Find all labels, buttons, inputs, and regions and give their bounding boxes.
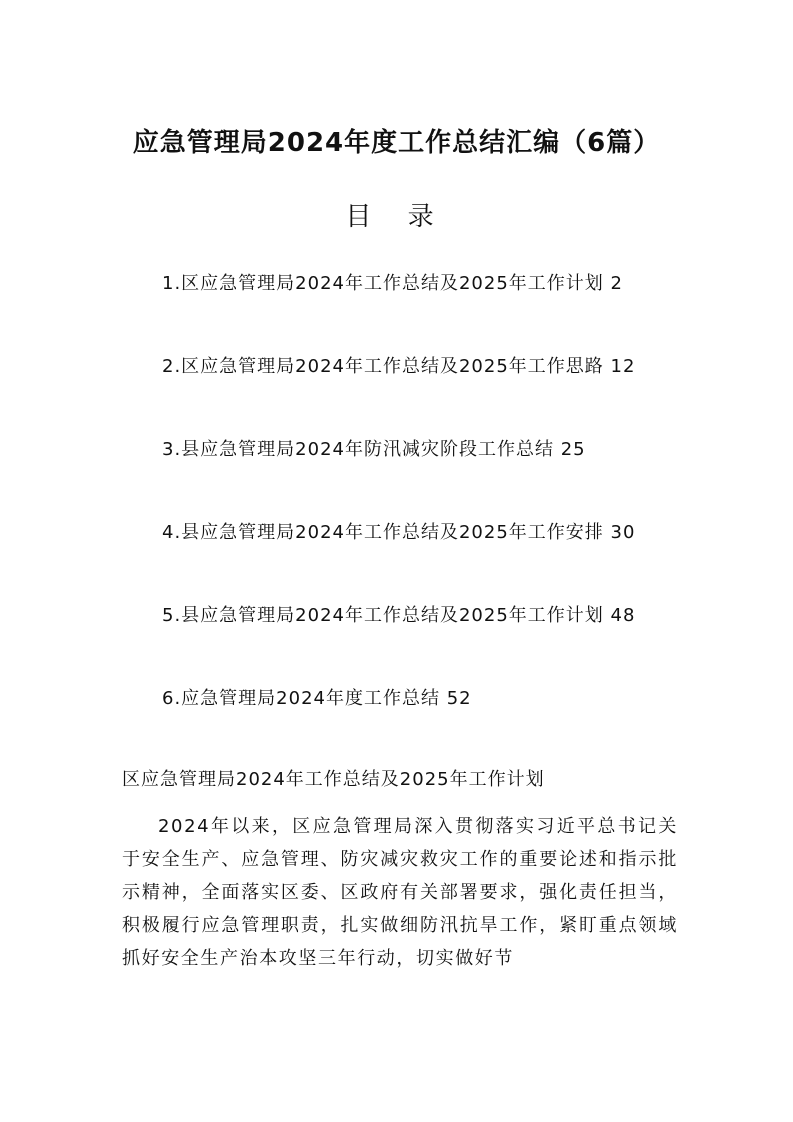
toc-item[interactable]: 2.区应急管理局2024年工作总结及2025年工作思路 12 <box>162 356 636 377</box>
toc-item[interactable]: 1.区应急管理局2024年工作总结及2025年工作计划 2 <box>162 273 623 294</box>
document-title: 应急管理局2024年度工作总结汇编（6篇） <box>132 128 661 158</box>
table-of-contents <box>162 272 762 770</box>
section-title: 区应急管理局2024年工作总结及2025年工作计划 <box>122 769 545 790</box>
body-paragraph: 2024年以来，区应急管理局深入贯彻落实习近平总书记关于安全生产、应急管理、防灾减灾救灾工作的重要论述和指示批示精神，全面落实区委、区政府有关部署要求，强化责任担当，积极履行应急管理职责，扎实做细防汛抗旱工作，紧盯重点领域抓好安全生产治本攻坚三年行动，切实做好节 <box>122 816 678 969</box>
toc-item[interactable]: 3.县应急管理局2024年防汛减灾阶段工作总结 25 <box>162 439 586 460</box>
toc-item[interactable]: 5.县应急管理局2024年工作总结及2025年工作计划 48 <box>162 605 636 626</box>
toc-item[interactable]: 4.县应急管理局2024年工作总结及2025年工作安排 30 <box>162 522 636 543</box>
toc-heading: 目 录 <box>345 202 448 232</box>
toc-item[interactable]: 6.应急管理局2024年度工作总结 52 <box>162 688 472 709</box>
